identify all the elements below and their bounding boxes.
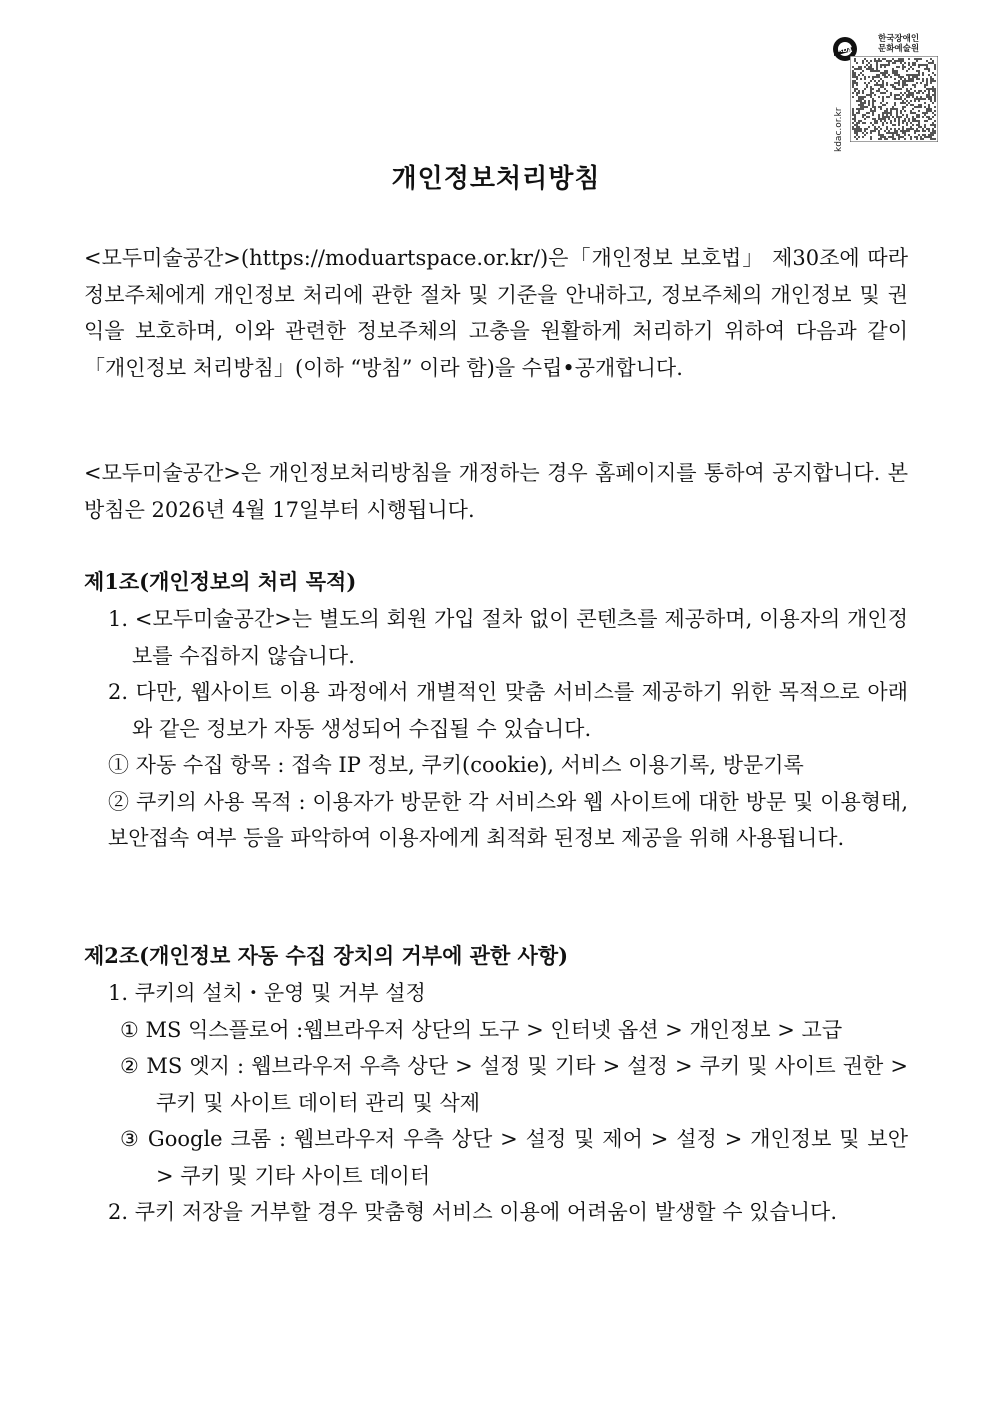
stamp-url: kdac.or.kr <box>834 107 844 152</box>
stamp-org-name-line2: 문화예술원 <box>878 44 920 54</box>
organization-stamp <box>832 30 938 152</box>
stamp-org-name-line1: 한국장애인 <box>878 34 920 44</box>
article-1-list <box>108 601 908 857</box>
article-2-item-2: 2. 쿠키 저장을 거부할 경우 맞춤형 서비스 이용에 어려움이 발생할 수 있습니다. <box>108 1200 838 1224</box>
article-2-heading: 제2조(개인정보 자동 수집 장치의 거부에 관한 사항) <box>84 943 569 968</box>
intro-paragraph-1 <box>84 240 908 386</box>
stamp-pattern-icon <box>850 56 938 142</box>
page-title: 개인정보처리방침 <box>391 164 601 194</box>
article-2-sub-1: ① MS 익스플로어 :웹브라우저 상단의 도구 > 인터넷 옵션 > 개인정보 > 고급 <box>120 1017 843 1042</box>
article-2-list <box>108 975 908 1231</box>
article-2-item-1: 1. 쿠키의 설치・운영 및 거부 설정 <box>108 981 426 1005</box>
stamp-org-name <box>878 34 919 54</box>
svg-text:KDA: KDA <box>837 47 853 54</box>
article-1-item-2: 2. 다만, 웹사이트 이용 과정에서 개별적인 맞춤 서비스를 제공하기 위한 목적으로 아래와 같은 정보가 자동 생성되어 수집될 수 있습니다. <box>108 680 908 741</box>
article-1-heading: 제1조(개인정보의 처리 목적) <box>84 569 357 594</box>
intro-text-1: <모두미술공간>(https://moduartspace.or.kr/)은「개인정보 보호법」 제30조에 따라 정보주체에게 개인정보 처리에 관한 절차 및 기준을 안내하고, 정보주체의 개인정보 및 권익을 보호하며, 이와 관련한 정보주체의 고충을 원활하게 처리하기 위하여 다음과 같이 「개인정보 처리방침」(이하 “방침” 이라 함)을 수립•공개합니다. <box>84 246 908 380</box>
article-1-sub-1: ① 자동 수집 항목 : 접속 IP 정보, 쿠키(cookie), 서비스 이용기록, 방문기록 <box>108 753 804 777</box>
article-1-item-1: 1. <모두미술공간>는 별도의 회원 가입 절차 없이 콘텐츠를 제공하며, 이용자의 개인정보를 수집하지 않습니다. <box>108 607 908 668</box>
article-1-sub-2: ② 쿠키의 사용 목적 : 이용자가 방문한 각 서비스와 웹 사이트에 대한 방문 및 이용형태, 보안접속 여부 등을 파악하여 이용자에게 최적화 된정보 제공을 위해 사용됩니다. <box>108 789 908 850</box>
article-2-sub-3: ③ Google 크롬 : 웹브라우저 우측 상단 > 설정 및 제어 > 설정 > 개인정보 및 보안 > 쿠키 및 기타 사이트 데이터 <box>120 1127 908 1188</box>
intro-text-2: <모두미술공간>은 개인정보처리방침을 개정하는 경우 홈페이지를 통하여 공지합니다. 본 방침은 2026년 4월 17일부터 시행됩니다. <box>84 461 908 522</box>
article-2-sub-2: ② MS 엣지 : 웹브라우저 우측 상단 > 설정 및 기타 > 설정 > 쿠키 및 사이트 권한 > 쿠키 및 사이트 데이터 관리 및 삭제 <box>120 1054 908 1115</box>
intro-paragraph-2 <box>84 455 908 528</box>
